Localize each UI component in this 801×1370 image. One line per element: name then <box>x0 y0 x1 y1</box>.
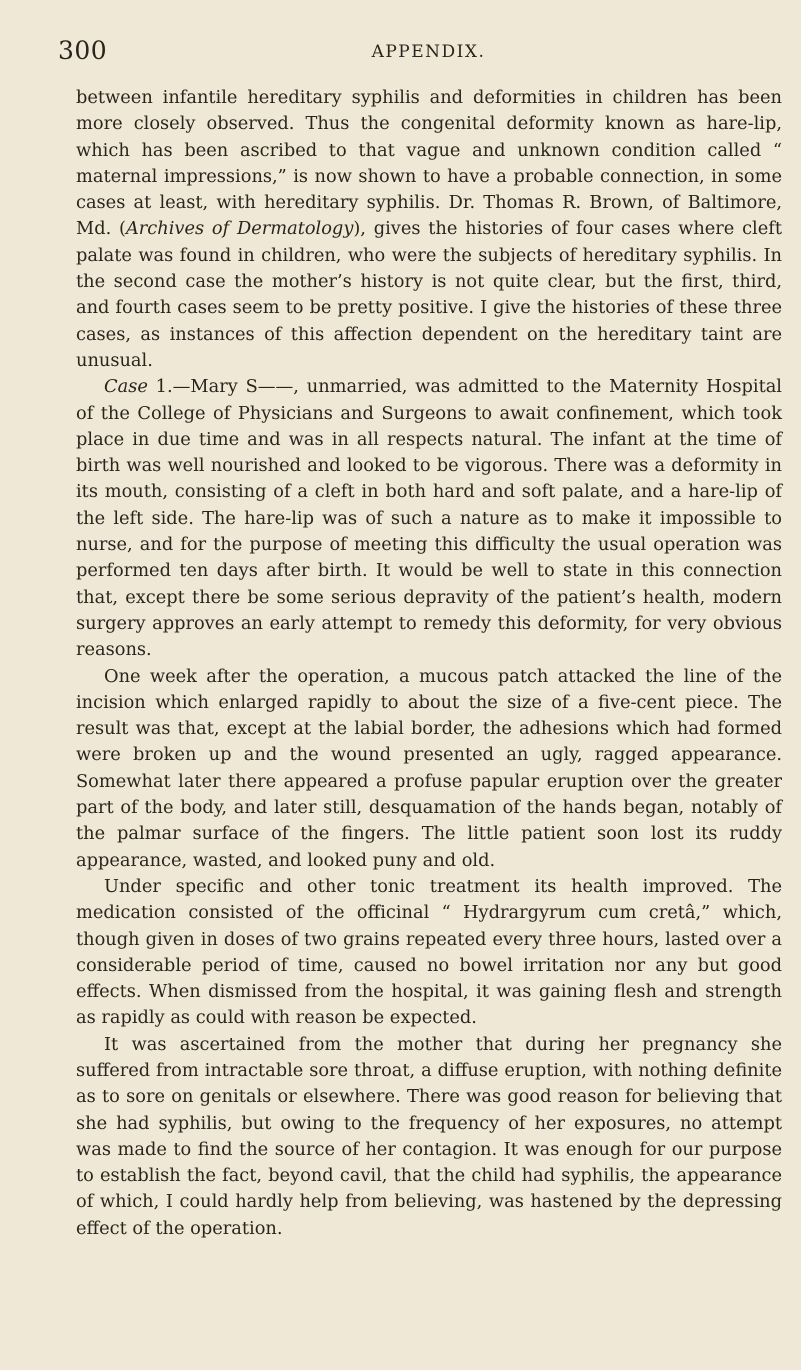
paragraph-operation: One week after the operation, a mucous patch attacked the line of the incision which enlarged rapidly to about the size of a five-cent piece. The result was that, except at the labial border, the adhesions which had formed were broken up and the wound presented an ugly, ragged appearance. Somewhat later there appeared a profuse papular eruption over the greater part of the body, and later still, desquamation of the hands began, notably of the palmar surface of the fingers. The little patient soon lost its ruddy appearance, wasted, and looked puny and old. <box>76 665 782 871</box>
paragraph-text: ), gives the histories of four cases where cleft palate was found in children, who were the subjects of hereditary syphilis. In the second case the mother’s history is not quite clear, but the first, third, and fourth cases seem to be pretty positive. I give the histories of these three cases, as instances of this affection dependent on the hereditary taint are unusual. <box>76 218 782 371</box>
paragraph-history: It was ascertained from the mother that during her pregnancy she suffered from intractable sore throat, a diffuse eruption, with nothing definite as to sore on genitals or elsewhere. There was good reason for believing that she had syphilis, but owing to the frequency of her exposures, no attempt was made to find the source of her contagion. It was enough for our purpose to establish the fact, beyond cavil, that the child had syphilis, the appearance of which, I could hardly help from believing, was hastened by the depressing effect of the operation. <box>76 1033 782 1239</box>
case-label: Case <box>104 376 148 398</box>
paragraph-text: between infantile hereditary syphilis and deformities in children has been more closely observed. Thus the congenital deformity known as hare-lip, which has been ascribed to that vague and unknown condition called “ maternal impressions,” is now shown to have a probable connection, in some cases at least, with hereditary syphilis. Dr. Thomas R. Brown, of Baltimore, Md. <box>76 87 782 240</box>
body-text <box>76 85 782 1242</box>
page-number: 300 <box>58 36 108 65</box>
paragraph-intro: between infantile hereditary syphilis and deformities in children has been more closely observed. Thus the congenital deformity known as hare-lip, which has been ascribed to that vague and unknown condition called “ maternal impressions,” is now shown to have a probable connection, in some cases at least, with hereditary syphilis. Dr. Thomas R. Brown, of Baltimore, Md. (Archives of Dermatology), gives the histories of four cases where cleft palate was found in children, who were the subjects of hereditary syphilis. In the second case the mother’s history is not quite clear, but the first, third, and fourth cases seem to be pretty positive. I give the histories of these three cases, as instances of this affection dependent on the hereditary taint are unusual. <box>76 87 782 371</box>
page-header <box>56 36 761 66</box>
journal-title: Archives of Dermatology <box>125 218 354 240</box>
running-head: APPENDIX. <box>371 42 486 62</box>
paragraph-text: 1.—Mary S——, unmarried, was admitted to the Maternity Hospital of the College of Physicians and Surgeons to await confinement, which took place in due time and was in all respects natural. The infant at the time of birth was well nourished and looked to be vigorous. There was a deformity in its mouth, consisting of a cleft in both hard and soft palate, and a hare-lip of the left side. The hare-lip was of such a nature as to make it impossible to nurse, and for the purpose of meeting this difficulty the usual operation was performed ten days after birth. It would be well to state in this connection that, except there be some serious depravity of the patient’s health, modern surgery approves an early attempt to remedy this deformity, for very obvious reasons. <box>76 376 782 661</box>
paragraph-treatment: Under specific and other tonic treatment its health improved. The medication consisted of the officinal “ Hydrargyrum cum cretâ,” which, though given in doses of two grains repeated every three hours, lasted over a considerable period of time, caused no bowel irritation nor any but good effects. When dismissed from the hospital, it was gaining flesh and strength as rapidly as could with reason be expected. <box>76 875 782 1029</box>
paragraph-case-1 <box>76 374 782 663</box>
